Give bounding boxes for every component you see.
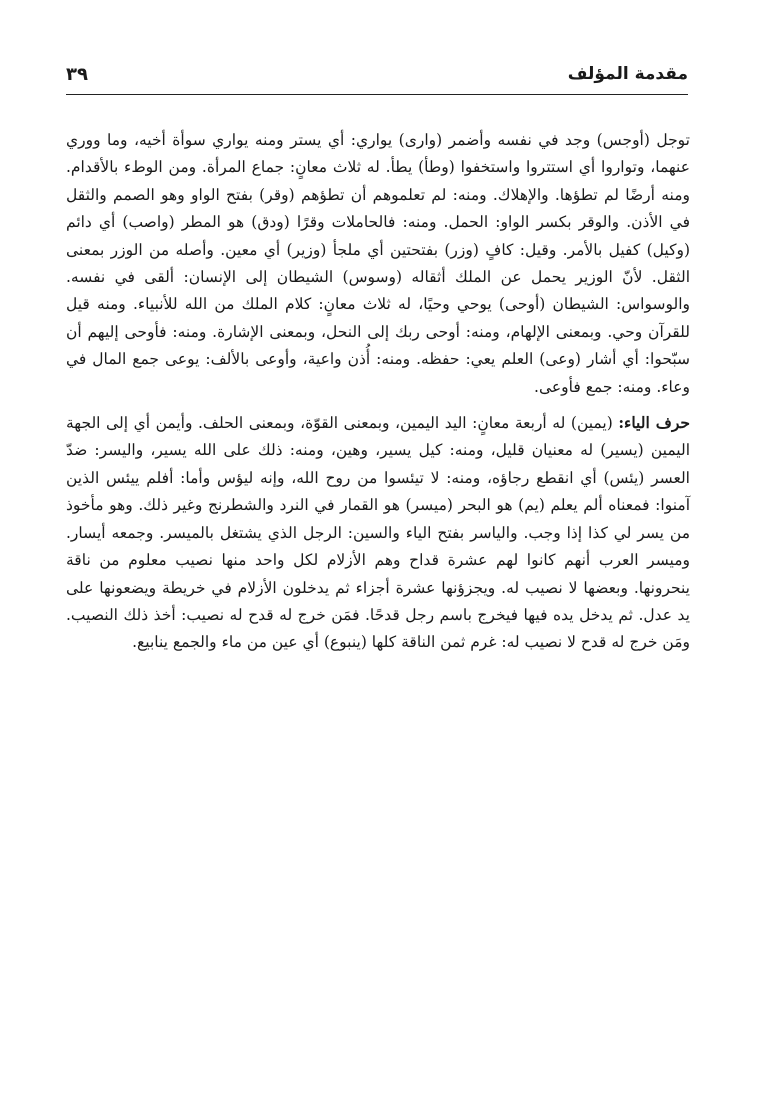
running-title: مقدمة المؤلف: [567, 64, 688, 84]
page-number: ٣٩: [66, 64, 88, 85]
paragraph-ya: [66, 409, 690, 657]
paragraph-text: (يمين) له أربعة معانٍ: اليد اليمين، وبمعنى القوّة، وبمعنى الحلف. وأيمن أي إلى الجهة اليمين (يسير) له معنيان قليل، ومنه: كيل يسير، وهين، ومنه: ذلك على الله يسير، واليسر: ضدّ العسر (يئس) أي انقطع رجاؤه، ومنه: لا تيئسوا من روح الله، وإنه ليؤس وأما: أفلم ييئس الذين آمنوا: فمعناه ألم يعلم (يم) هو البحر (ميسر) هو القمار في النرد والشطرنج وغير ذلك. وهو مأخوذ من يسر لي كذا إذا وجب. والياسر بفتح الياء والسين: الرجل الذي يشتغل بالميسر. وجمعه أيسار. وميسر العرب أنهم كانوا لهم عشرة قداح وهم الأزلام لكل واحد منها نصيب معلوم من ناقة ينحرونها. وبعضها لا نصيب له. ويجزؤنها عشرة أجزاء ثم يدخلون الأزلام في خريطة ويضعونها على يد عدل. ثم يدخل يده فيها فيخرج باسم رجل قدحًا. فمَن خرج له قدح له نصيب: أخذ ذلك النصيب. ومَن خرج له قدح لا نصيب له: غرم ثمن الناقة كلها (ينبوع) أي عين من ماء والجمع ينابيع.: [66, 414, 690, 652]
page-body: [66, 126, 690, 657]
section-heading: حرف الياء:: [618, 413, 690, 433]
paragraph-waw: [66, 126, 690, 401]
header-rule: [66, 94, 688, 95]
paragraph-text: توجل (أوجس) وجد في نفسه وأضمر (وارى) يواري: أي يستر ومنه يواري سوأة أخيه، وما ووري عنهما، وتواروا أي استتروا واستخفوا (وطأ) يطأ. له ثلاث معانٍ: جماع المرأة. ومن الوطء بالأقدام. ومنه أرضًا لم تطؤها. والإهلاك. ومنه: لم تعلموهم أن تطؤهم (وقر) بفتح الواو وهو الصمم والثقل في الأذن. والوقر بكسر الواو: الحمل. ومنه: فالحاملات وقرًا (ودق) هو المطر (واصب) أي دائم (وكيل) كفيل بالأمر. وقيل: كافٍ (وزر) بفتحتين أي ملجأ (وزير) أي معين. وأصله من الوزر بمعنى الثقل. لأنّ الوزير يحمل عن الملك أثقاله (وسوس) الشيطان إلى الإنسان: ألقى في نفسه. والوسواس: الشيطان (أوحى) يوحي وحيًا، له ثلاث معانٍ: كلام الملك من الله للأنبياء. ومنه قيل للقرآن وحي. وبمعنى الإلهام، ومنه: أوحى ربك إلى النحل، وبمعنى الإشارة. ومنه: فأوحى إليهم أن سبّحوا: أي أشار (وعى) العلم يعي: حفظه. ومنه: أُذن واعية، وأوعى بالألف: يوعى جمع المال في وعاء. ومنه: جمع فأوعى.: [66, 131, 690, 396]
page-header: [66, 60, 688, 96]
